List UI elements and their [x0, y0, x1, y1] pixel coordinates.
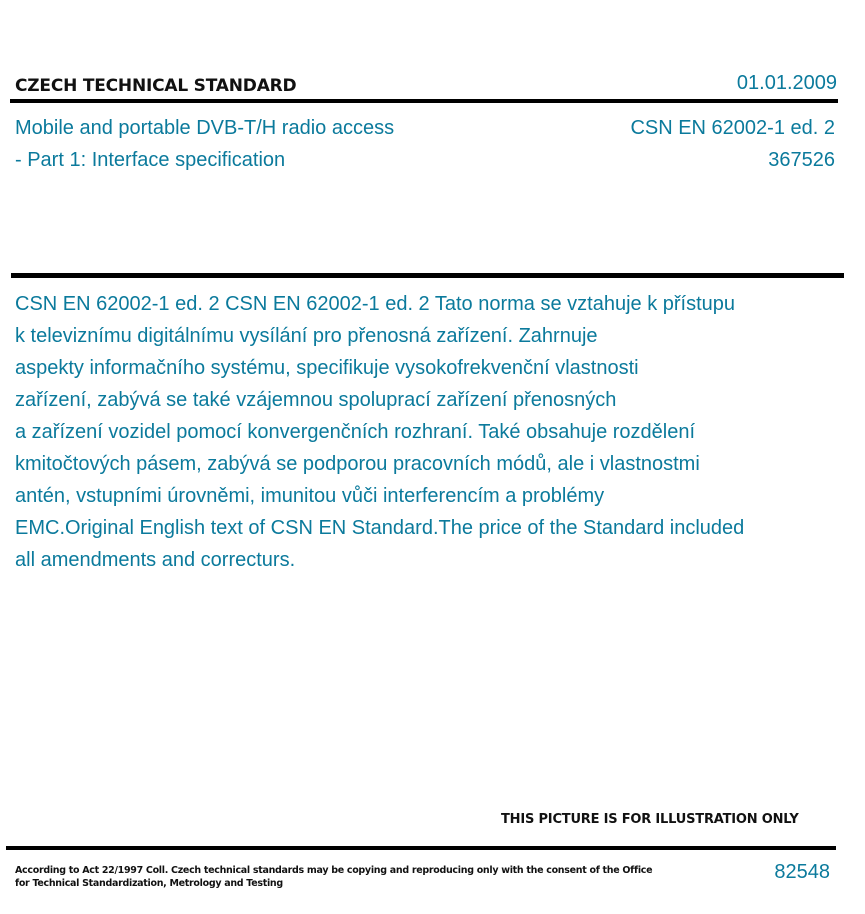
section-divider [11, 273, 844, 278]
description-line: k televiznímu digitálnímu vysílání pro přenosná zařízení. Zahrnuje [15, 325, 598, 347]
legal-notice [15, 864, 652, 890]
description-line: zařízení, zabývá se také vzájemnou spoluprací zařízení přenosných [15, 389, 617, 411]
description-line: all amendments and correcturs. [15, 549, 296, 571]
standard-title-line-1: Mobile and portable DVB-T/H radio access [15, 117, 395, 139]
header-divider [10, 99, 838, 103]
catalog-number: 367526 [768, 149, 835, 171]
legal-notice-line: for Technical Standardization, Metrology and Testing [15, 878, 283, 889]
description-line: a zařízení vozidel pomocí konvergenčních rozhraní. Také obsahuje rozdělení [15, 421, 696, 443]
footer-divider [6, 846, 836, 850]
issue-date: 01.01.2009 [736, 72, 837, 94]
standard-title-line-2: - Part 1: Interface specification [15, 149, 286, 171]
description-line: antén, vstupními úrovněmi, imunitou vůči interferencím a problémy [15, 485, 605, 507]
legal-notice-line: According to Act 22/1997 Coll. Czech technical standards may be copying and reproducing only with the consent of the Office [15, 865, 653, 876]
document-type-label: CZECH TECHNICAL STANDARD [15, 76, 297, 96]
standard-description [15, 288, 815, 576]
description-line: kmitočtových pásem, zabývá se podporou pracovních módů, ale i vlastnostmi [15, 453, 700, 475]
illustration-notice: THIS PICTURE IS FOR ILLUSTRATION ONLY [501, 812, 799, 827]
description-line: aspekty informačního systému, specifikuje vysokofrekvenční vlastnosti [15, 357, 639, 379]
document-number: 82548 [774, 861, 830, 883]
standard-designation: CSN EN 62002-1 ed. 2 [630, 117, 835, 139]
description-line: CSN EN 62002-1 ed. 2 CSN EN 62002-1 ed. 2 Tato norma se vztahuje k přístupu [15, 293, 736, 315]
description-line: EMC.Original English text of CSN EN Standard.The price of the Standard included [15, 517, 745, 539]
